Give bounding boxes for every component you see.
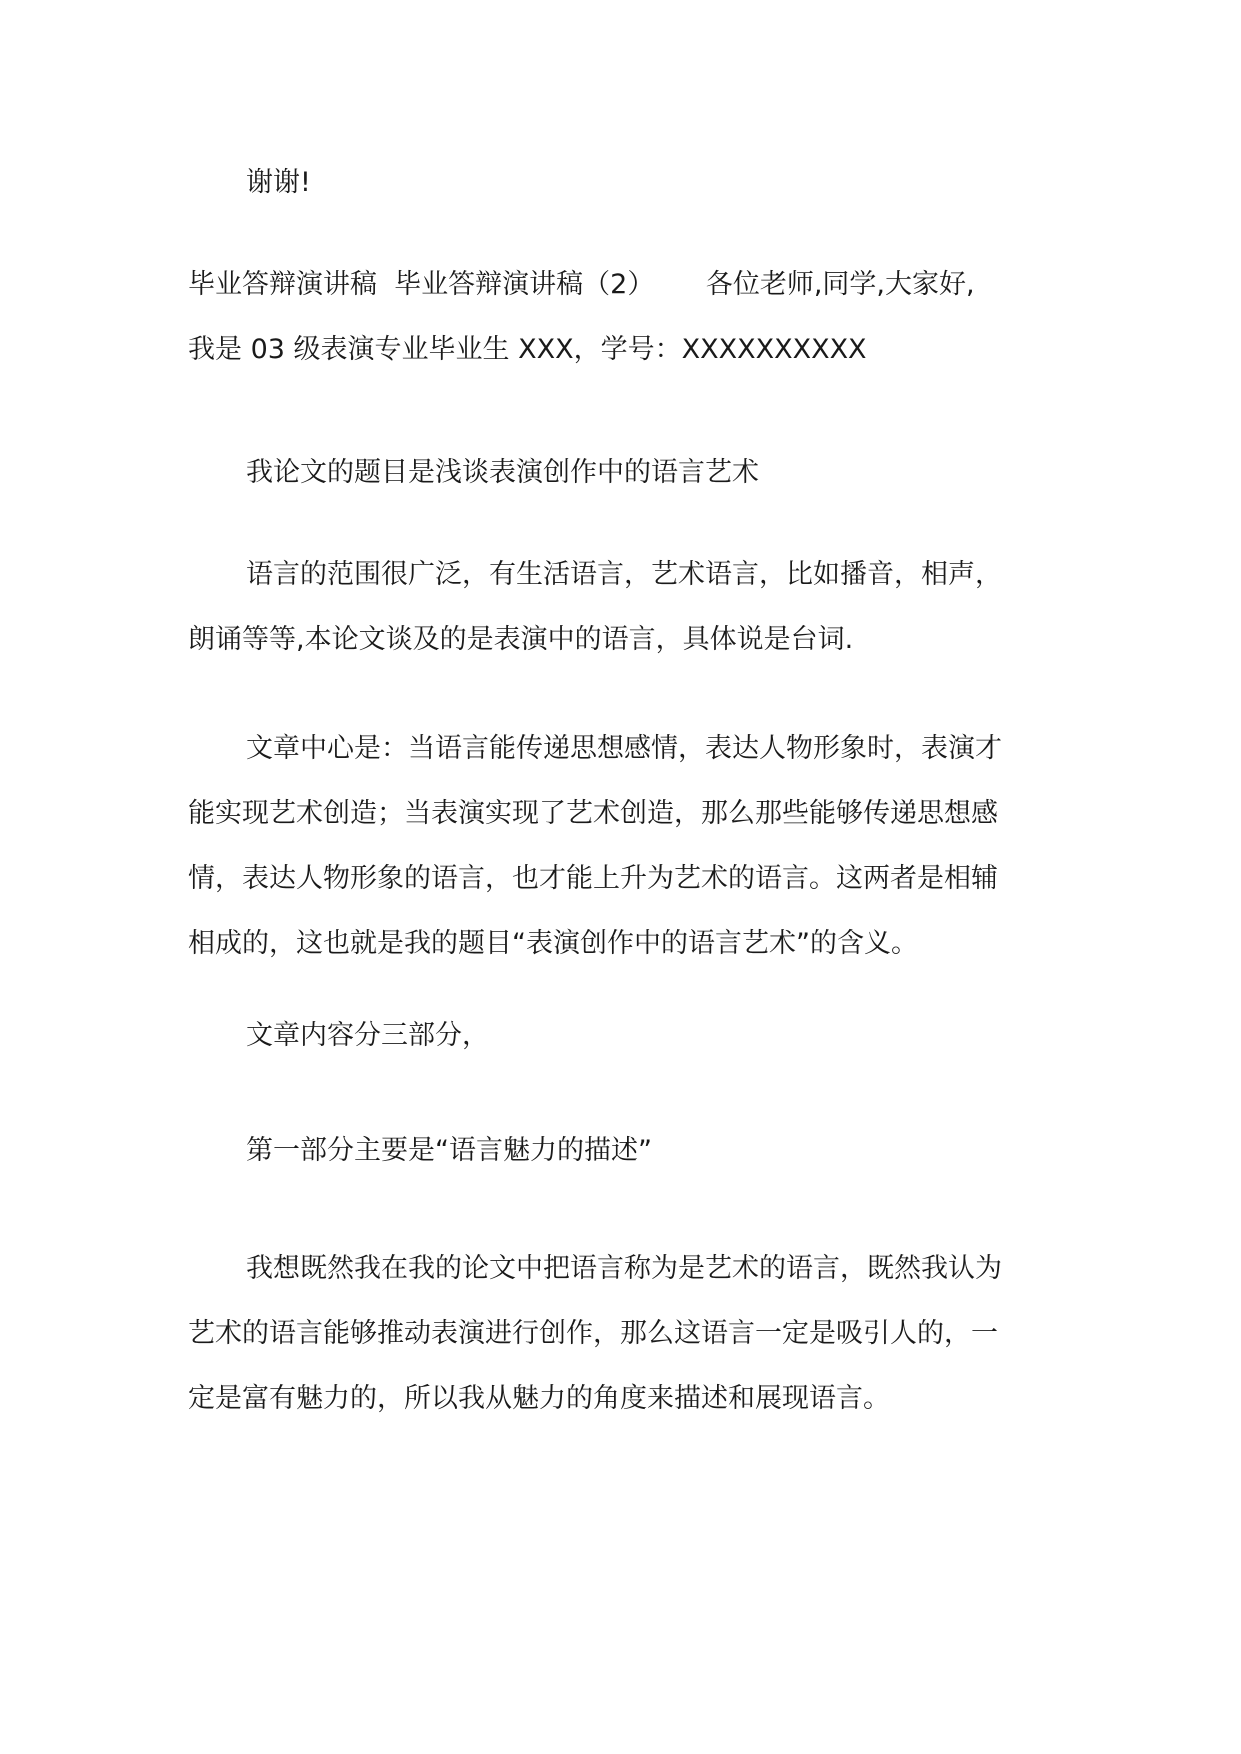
text-line: 我论文的题目是浅谈表演创作中的语言艺术 xyxy=(246,457,759,488)
text-line: 相成的，这也就是我的题目“表演创作中的语言艺术”的含义。 xyxy=(188,928,918,959)
paragraph-language-scope xyxy=(188,542,1088,672)
paragraph-three-parts xyxy=(188,1003,1088,1068)
paragraph-language-charm xyxy=(188,1236,1088,1431)
text-line: 我想既然我在我的论文中把语言称为是艺术的语言，既然我认为 xyxy=(246,1253,1002,1284)
text-line: 能实现艺术创造；当表演实现了艺术创造，那么那些能够传递思想感 xyxy=(188,798,998,829)
text-line: 朗诵等等,本论文谈及的是表演中的语言，具体说是台词. xyxy=(188,624,854,655)
paragraph-greeting xyxy=(188,252,1088,382)
text-line: 毕业答辩演讲稿 毕业答辩演讲稿（2） 各位老师,同学,大家好, xyxy=(188,269,975,300)
text-line: 语言的范围很广泛，有生活语言，艺术语言，比如播音，相声， xyxy=(246,559,1002,590)
text-line: 文章内容分三部分， xyxy=(246,1020,489,1051)
paragraph-part-one xyxy=(188,1118,1088,1183)
text-line: 艺术的语言能够推动表演进行创作，那么这语言一定是吸引人的，一 xyxy=(188,1318,998,1349)
paragraph-thanks xyxy=(188,150,1088,215)
text-line: 定是富有魅力的，所以我从魅力的角度来描述和展现语言。 xyxy=(188,1383,890,1414)
text-line: 我是 03 级表演专业毕业生 XXX，学号：XXXXXXXXXX xyxy=(188,334,867,365)
text-line: 第一部分主要是“语言魅力的描述” xyxy=(246,1135,652,1166)
text-line: 谢谢! xyxy=(246,167,311,198)
paragraph-thesis-title xyxy=(188,440,1088,505)
paragraph-central-idea xyxy=(188,716,1088,976)
text-line: 文章中心是：当语言能传递思想感情，表达人物形象时，表演才 xyxy=(246,733,1002,764)
text-line: 情，表达人物形象的语言，也才能上升为艺术的语言。这两者是相辅 xyxy=(188,863,998,894)
